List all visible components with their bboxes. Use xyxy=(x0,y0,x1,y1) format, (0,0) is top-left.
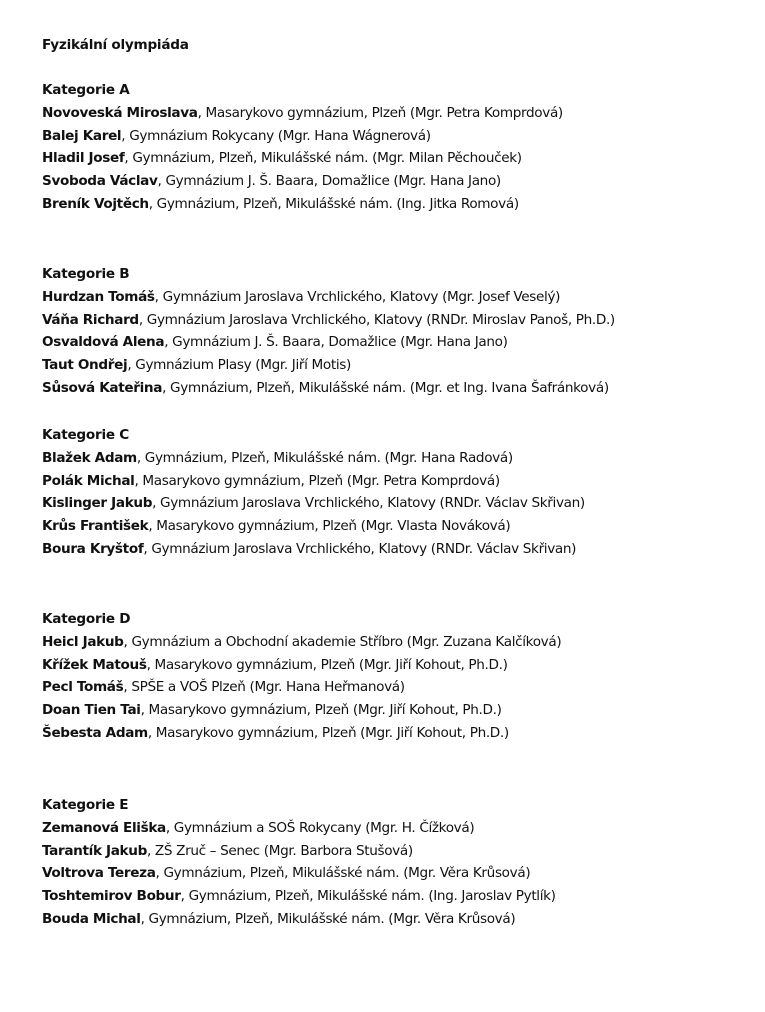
student-details: , Gymnázium, Plzeň, Mikulášské nám. (Mgr. et Ing. Ivana Šafránková) xyxy=(162,379,609,396)
student-name: Křížek Matouš xyxy=(42,656,147,673)
list-item xyxy=(42,170,752,193)
list-item xyxy=(42,699,752,722)
student-name: Pecl Tomáš xyxy=(42,679,124,696)
student-name: Breník Vojtěch xyxy=(42,195,149,212)
student-details: , Gymnázium Rokycany (Mgr. Hana Wágnerová) xyxy=(121,127,431,144)
student-details: , Gymnázium Jaroslava Vrchlického, Klatovy (RNDr. Václav Skřivan) xyxy=(143,540,577,557)
student-details: , Gymnázium a SOŠ Rokycany (Mgr. H. Čížková) xyxy=(165,819,475,836)
category-title: Kategorie C xyxy=(42,427,130,443)
student-name: Krůs František xyxy=(42,518,149,535)
student-details: , Gymnázium a Obchodní akademie Stříbro (Mgr. Zuzana Kalčíková) xyxy=(123,633,562,650)
list-item xyxy=(42,862,752,885)
student-name: Taut Ondřej xyxy=(42,357,128,374)
student-details: , Gymnázium Jaroslava Vrchlického, Klatovy (RNDr. Miroslav Panoš, Ph.D.) xyxy=(138,311,615,328)
category-c-section xyxy=(42,424,752,561)
list-item xyxy=(42,331,752,354)
list-item xyxy=(42,631,752,654)
student-details: , Gymnázium J. Š. Baara, Domažlice (Mgr. Hana Jano) xyxy=(157,173,501,190)
student-name: Blažek Adam xyxy=(42,449,137,466)
list-item xyxy=(42,193,752,216)
student-name: Svoboda Václav xyxy=(42,173,158,190)
student-name: Zemanová Eliška xyxy=(42,819,166,836)
list-item xyxy=(42,286,752,309)
list-item xyxy=(42,102,752,125)
list-item xyxy=(42,309,752,332)
student-details: , Gymnázium, Plzeň, Mikulášské nám. (Mgr. Věra Krůsová) xyxy=(155,865,531,882)
list-item xyxy=(42,377,752,400)
student-name: Váňa Richard xyxy=(42,311,139,328)
category-title: Kategorie A xyxy=(42,82,130,98)
student-details: , Gymnázium, Plzeň, Mikulášské nám. (Mgr. Milan Pěchouček) xyxy=(124,150,522,167)
list-item xyxy=(42,147,752,170)
student-name: Polák Michal xyxy=(42,472,135,489)
category-a-section xyxy=(42,79,752,216)
student-name: Toshtemirov Bobur xyxy=(42,888,181,905)
category-e-section xyxy=(42,794,752,931)
list-item xyxy=(42,125,752,148)
student-name: Novoveská Miroslava xyxy=(42,104,198,121)
list-item xyxy=(42,515,752,538)
student-name: Sůsová Kateřina xyxy=(42,379,163,396)
list-item xyxy=(42,722,752,745)
student-name: Šebesta Adam xyxy=(42,724,148,741)
list-item xyxy=(42,354,752,377)
category-title: Kategorie E xyxy=(42,797,129,813)
student-details: , Gymnázium, Plzeň, Mikulášské nám. (Mgr. Věra Krůsová) xyxy=(140,910,516,927)
student-details: , Masarykovo gymnázium, Plzeň (Mgr. Petra Komprdová) xyxy=(134,472,500,489)
student-details: , Masarykovo gymnázium, Plzeň (Mgr. Jiří Kohout, Ph.D.) xyxy=(146,656,508,673)
student-details: , Gymnázium Plasy (Mgr. Jiří Motis) xyxy=(127,357,351,374)
student-details: , Gymnázium, Plzeň, Mikulášské nám. (Ing. Jaroslav Pytlík) xyxy=(180,888,556,905)
student-details: , Gymnázium, Plzeň, Mikulášské nám. (Ing. Jitka Romová) xyxy=(148,195,519,212)
student-name: Voltrova Tereza xyxy=(42,865,156,882)
student-details: , Masarykovo gymnázium, Plzeň (Mgr. Jiří Kohout, Ph.D.) xyxy=(140,702,502,719)
student-details: , Gymnázium J. Š. Baara, Domažlice (Mgr. Hana Jano) xyxy=(164,334,508,351)
list-item xyxy=(42,470,752,493)
student-details: , Masarykovo gymnázium, Plzeň (Mgr. Vlasta Nováková) xyxy=(148,518,511,535)
student-name: Kislinger Jakub xyxy=(42,495,153,512)
list-item xyxy=(42,538,752,561)
student-name: Tarantík Jakub xyxy=(42,842,147,859)
student-details: , Masarykovo gymnázium, Plzeň (Mgr. Jiří Kohout, Ph.D.) xyxy=(147,724,509,741)
student-details: , SPŠE a VOŠ Plzeň (Mgr. Hana Heřmanová) xyxy=(123,679,405,696)
student-name: Osvaldová Alena xyxy=(42,334,165,351)
category-d-section xyxy=(42,608,752,745)
document-page xyxy=(42,34,752,927)
student-details: , Gymnázium Jaroslava Vrchlického, Klatovy (Mgr. Josef Veselý) xyxy=(154,288,561,305)
student-details: , Gymnázium, Plzeň, Mikulášské nám. (Mgr. Hana Radová) xyxy=(136,449,513,466)
list-item xyxy=(42,817,752,840)
student-name: Hurdzan Tomáš xyxy=(42,288,155,305)
list-item xyxy=(42,447,752,470)
list-item xyxy=(42,492,752,515)
student-name: Hladil Josef xyxy=(42,150,125,167)
list-item xyxy=(42,676,752,699)
student-name: Boura Kryštof xyxy=(42,540,144,557)
category-title: Kategorie B xyxy=(42,266,130,282)
list-item xyxy=(42,840,752,863)
list-item xyxy=(42,908,752,931)
student-name: Doan Tien Tai xyxy=(42,702,141,719)
student-name: Heicl Jakub xyxy=(42,633,124,650)
category-b-section xyxy=(42,263,752,400)
student-details: , Gymnázium Jaroslava Vrchlického, Klatovy (RNDr. Václav Skřivan) xyxy=(152,495,585,512)
list-item xyxy=(42,654,752,677)
document-title: Fyzikální olympiáda xyxy=(42,37,189,53)
list-item xyxy=(42,885,752,908)
student-name: Bouda Michal xyxy=(42,910,141,927)
student-details: , ZŠ Zruč – Senec (Mgr. Barbora Stušová) xyxy=(146,842,413,859)
student-details: , Masarykovo gymnázium, Plzeň (Mgr. Petra Komprdová) xyxy=(197,104,563,121)
student-name: Balej Karel xyxy=(42,127,122,144)
category-title: Kategorie D xyxy=(42,611,131,627)
